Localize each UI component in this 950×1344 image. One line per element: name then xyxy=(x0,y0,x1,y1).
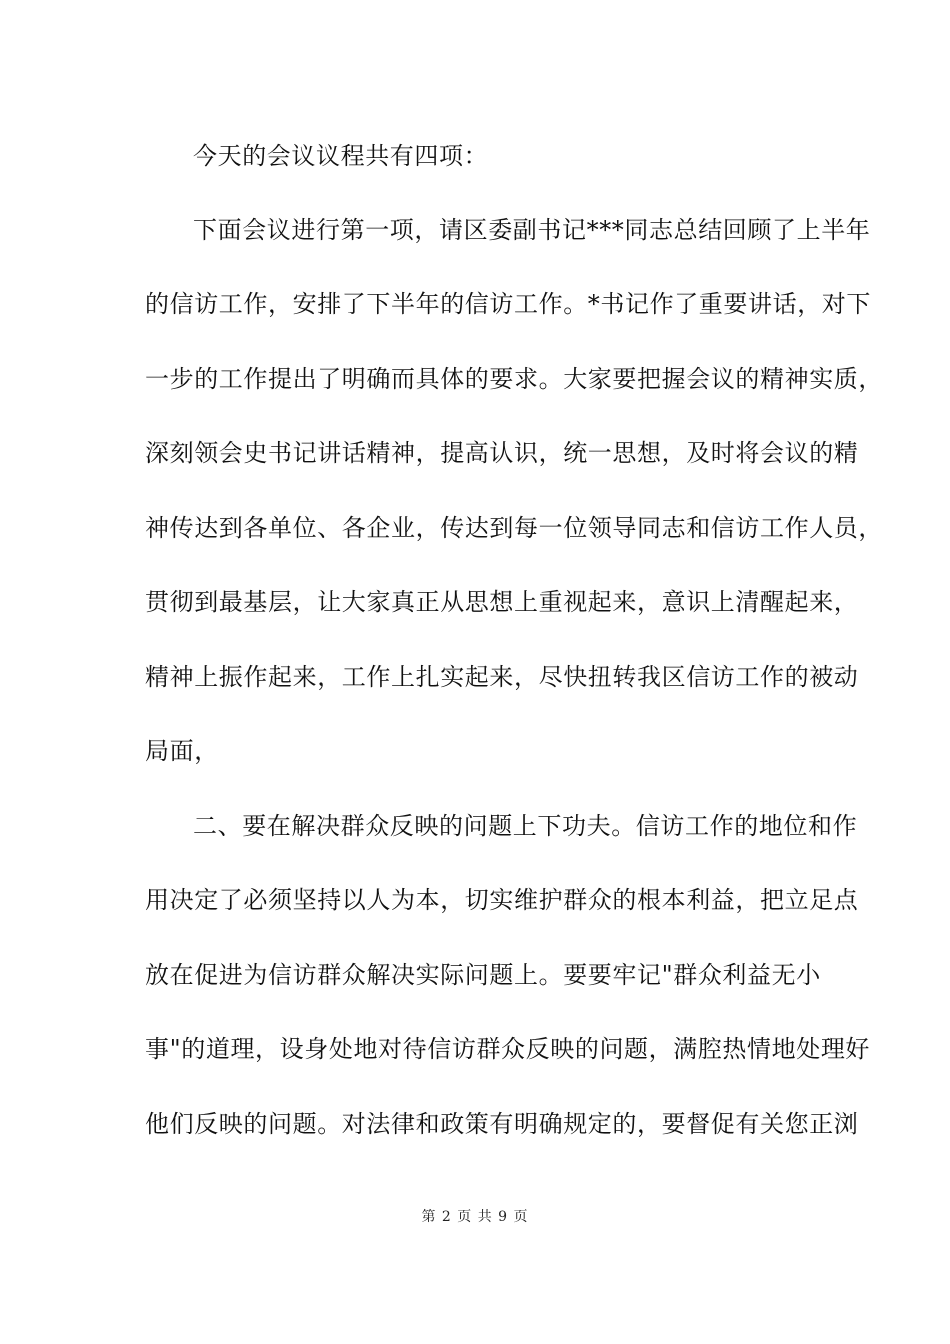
paragraph-line: 事"的道理，设身处地对待信访群众反映的问题，满腔热情地处理好 xyxy=(145,1035,871,1063)
paragraph-line: 一步的工作提出了明确而具体的要求。大家要把握会议的精神实质， xyxy=(145,365,883,393)
paragraph-line: 用决定了必须坚持以人为本，切实维护群众的根本利益，把立足点 xyxy=(145,886,859,914)
paragraph-line: 精神上振作起来，工作上扎实起来，尽快扭转我区信访工作的被动 xyxy=(145,663,859,691)
paragraph-line: 贯彻到最基层，让大家真正从思想上重视起来，意识上清醒起来， xyxy=(145,588,859,616)
paragraph-line: 神传达到各单位、各企业，传达到每一位领导同志和信访工作人员， xyxy=(145,514,883,542)
paragraph-line: 他们反映的问题。对法律和政策有明确规定的，要督促有关您正浏 xyxy=(145,1110,859,1138)
paragraph-line: 局面， xyxy=(145,737,219,765)
paragraph-line: 二、要在解决群众反映的问题上下功夫。信访工作的地位和作 xyxy=(193,812,858,840)
page-footer xyxy=(0,1208,950,1226)
paragraph-line: 今天的会议议程共有四项： xyxy=(193,142,489,170)
page-number-label: 第 2 页 共 9 页 xyxy=(421,1209,529,1225)
paragraph-line: 深刻领会史书记讲话精神，提高认识，统一思想，及时将会议的精 xyxy=(145,439,859,467)
paragraph-line: 的信访工作，安排了下半年的信访工作。*书记作了重要讲话，对下 xyxy=(145,290,871,318)
paragraph-line: 放在促进为信访群众解决实际问题上。要要牢记"群众利益无小 xyxy=(145,961,821,989)
paragraph-line: 下面会议进行第一项，请区委副书记***同志总结回顾了上半年 xyxy=(193,216,871,244)
